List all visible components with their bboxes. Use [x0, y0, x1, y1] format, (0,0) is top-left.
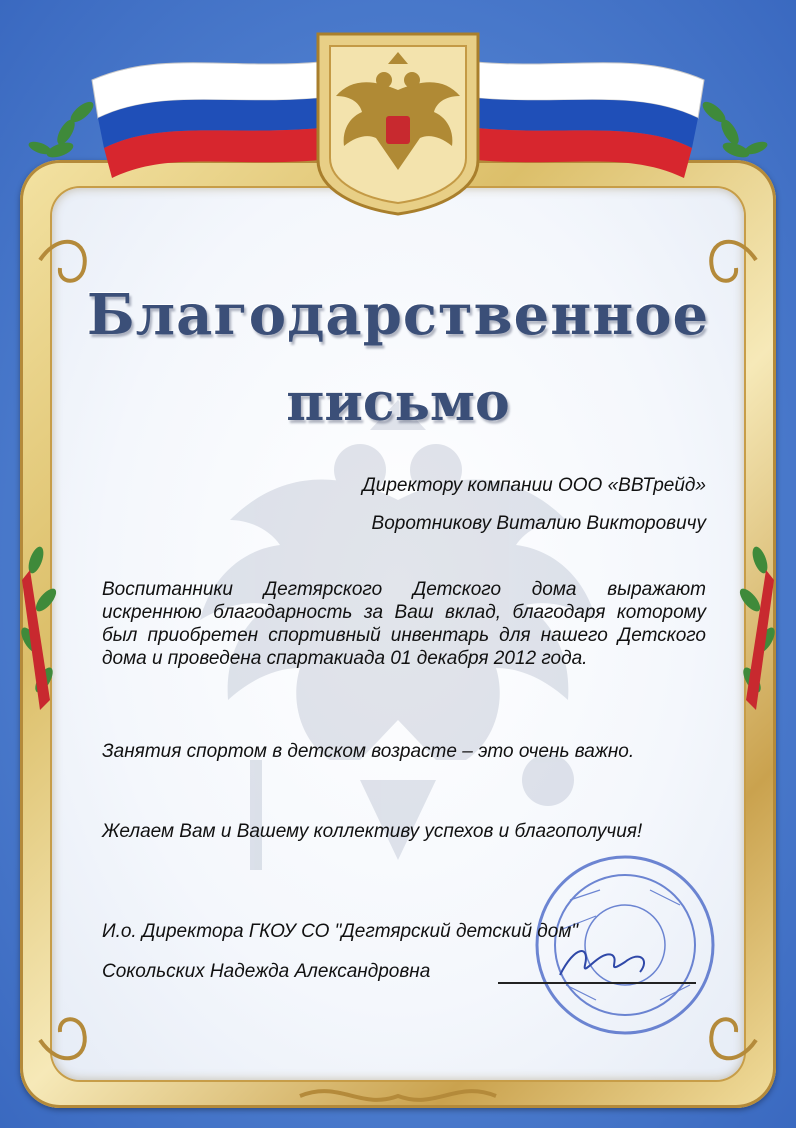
official-stamp-icon — [537, 857, 713, 1033]
body-paragraph-1: Воспитанники Дегтярского Детского дома выражают искреннюю благодарность за Ваш вклад, благодаря которому был приобретен спортивный инвентарь для нашего Детского дома и проведена спартакиада 01 декабря 2012 года. — [102, 579, 706, 669]
signature-icon — [560, 951, 644, 975]
addressee-name: Воротникову Виталию Викторовичу — [371, 513, 706, 534]
signer-name: Сокольских Надежда Александровна — [102, 961, 431, 982]
body-paragraph-2: Занятия спортом в детском возрасте – это очень важно. — [102, 741, 635, 762]
signer-title: И.о. Директора ГКОУ СО "Дегтярский детский дом" — [102, 921, 579, 942]
title-line-1: Благодарственное — [86, 282, 710, 348]
coat-of-arms — [318, 34, 478, 214]
title-line-2: письмо — [286, 372, 510, 433]
russian-flag-right — [476, 62, 704, 178]
signature-line — [498, 982, 696, 984]
body-paragraph-3: Желаем Вам и Вашему коллективу успехов и благополучия! — [102, 821, 643, 842]
addressee-company: Директору компании ООО «ВВТрейд» — [362, 475, 706, 496]
russian-flag-left — [92, 62, 320, 178]
